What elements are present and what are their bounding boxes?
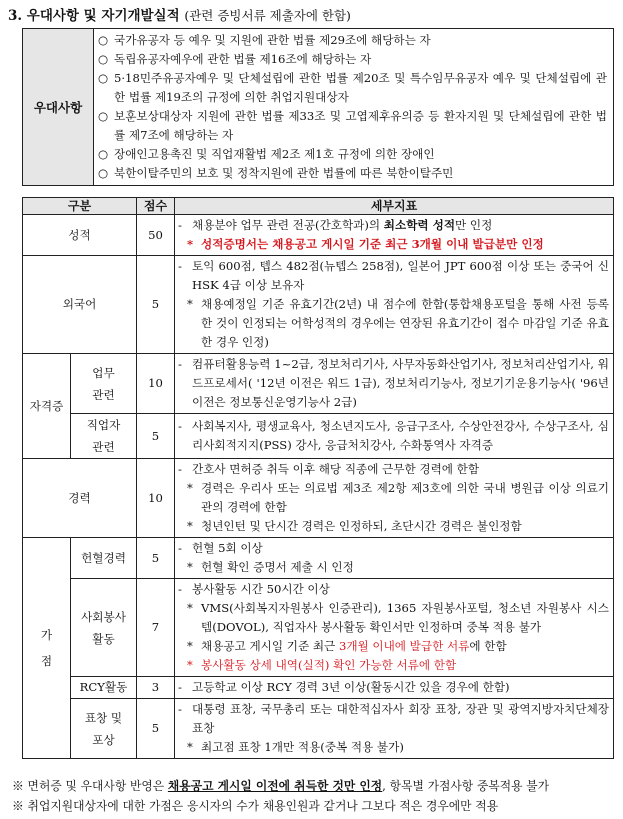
detail-line bbox=[178, 216, 609, 235]
preference-item-text: 국가유공자 등 예우 및 지원에 관한 법률 제29조에 해당하는 자 bbox=[114, 33, 431, 47]
detail-text: 대통령 표창, 국무총리 또는 대한적십자사 회장 표창, 장관 및 광역지방자치단체장 표창 bbox=[192, 702, 609, 735]
header-category: 구분 bbox=[23, 198, 137, 215]
score-table bbox=[22, 197, 614, 759]
dash-marker: - bbox=[178, 259, 182, 273]
preference-item-text: 장애인고용촉진 및 직업재활법 제2조 제1호 규정에 의한 장애인 bbox=[114, 147, 435, 161]
detail-line bbox=[178, 539, 609, 558]
footnotes bbox=[12, 776, 549, 816]
detail-cell bbox=[175, 538, 614, 579]
detail-text: 컴퓨터활용능력 1~2급, 정보처리기사, 사무자동화산업기사, 정보처리산업기사, 워드프로세서( '12년 이전은 워드 1급), 정보처리기능사, 정보기기운용기능사( '96년 이전은 정보통신운영기능사 2급) bbox=[192, 357, 609, 409]
header-score: 점수 bbox=[137, 198, 175, 215]
footnote-text: ※ 면허증 및 우대사항 반영은 bbox=[12, 779, 168, 793]
detail-text: 봉사활동 시간 50시간 이상 bbox=[192, 582, 330, 596]
score-cell: 5 bbox=[137, 414, 175, 459]
preference-item bbox=[98, 31, 607, 50]
dash-marker: - bbox=[178, 680, 182, 694]
detail-text: VMS(사회복지자원봉사 인증관리), 1365 자원봉사포털, 청소년 자원봉사 시스템(DOVOL), 직업자사 봉사활동 확인서만 인정하며 중복 적용 불가 bbox=[201, 601, 609, 634]
score-cell: 3 bbox=[137, 677, 175, 699]
footnote: ※ 취업지원대상자에 대한 가점은 응시자의 수가 채용인원과 같거나 그보다 적은 경우에만 적용 bbox=[12, 799, 499, 813]
circle-marker-icon: ○ bbox=[98, 166, 109, 180]
detail-cell bbox=[175, 215, 614, 256]
detail-cell bbox=[175, 699, 614, 759]
dash-marker: - bbox=[178, 582, 182, 596]
detail-line bbox=[178, 460, 609, 479]
asterisk-marker: * bbox=[187, 658, 193, 672]
detail-line bbox=[178, 678, 609, 697]
detail-text-red: 성적증명서는 채용공고 게시일 기준 최근 3개월 이내 발급분만 인정 bbox=[201, 237, 544, 251]
detail-text-part: 만 인정 bbox=[455, 218, 493, 232]
footnote bbox=[12, 776, 549, 796]
detail-cell bbox=[175, 677, 614, 699]
row-cert-work bbox=[23, 354, 614, 414]
score-cell: 10 bbox=[137, 459, 175, 538]
footnote-emphasis: 채용공고 게시일 이전에 취득한 것만 인정 bbox=[167, 779, 383, 793]
asterisk-marker: * bbox=[187, 481, 193, 495]
detail-text: 사회복지사, 평생교육사, 청소년지도사, 응급구조사, 수상안전강사, 수상구조사, 심리사회적지지(PSS) 강사, 응급처치강사, 수화통역사 자격증 bbox=[192, 419, 609, 452]
detail-text: 고등학교 이상 RCY 경력 3년 이상(활동시간 있을 경우에 한함) bbox=[192, 680, 510, 694]
category-cell: 업무 관련 bbox=[71, 354, 137, 414]
detail-text: 청년인턴 및 단시간 경력은 인정하되, 초단시간 경력은 불인정함 bbox=[201, 519, 522, 533]
asterisk-marker: * bbox=[187, 560, 193, 574]
preference-item bbox=[98, 145, 607, 164]
circle-marker-icon: ○ bbox=[98, 33, 109, 47]
preference-item bbox=[98, 69, 607, 107]
detail-cell bbox=[175, 459, 614, 538]
detail-line bbox=[178, 479, 609, 517]
detail-text-bold: 최소학력 성적 bbox=[383, 218, 456, 232]
row-bonus-blood bbox=[23, 538, 614, 579]
category-cell: 경력 bbox=[23, 459, 137, 538]
preference-item bbox=[98, 50, 607, 69]
asterisk-marker: * bbox=[187, 740, 193, 754]
score-cell: 5 bbox=[137, 538, 175, 579]
detail-text: 토익 600점, 텝스 482점(뉴텝스 258점), 일본어 JPT 600점 이상 또는 중국어 신HSK 4급 이상 보유자 bbox=[192, 259, 609, 292]
preference-table bbox=[22, 28, 614, 186]
category-cell: 사회봉사 활동 bbox=[71, 579, 137, 677]
row-career bbox=[23, 459, 614, 538]
detail-text bbox=[192, 216, 609, 235]
asterisk-marker: * bbox=[187, 601, 193, 615]
circle-marker-icon: ○ bbox=[98, 71, 109, 85]
category-cell: 성적 bbox=[23, 215, 137, 256]
detail-text bbox=[201, 637, 609, 656]
preference-label: 우대사항 bbox=[23, 29, 94, 186]
detail-text-part: 에 한함 bbox=[469, 639, 507, 653]
detail-text: 채용예정일 기준 유효기간(2년) 내 점수에 한함(통합채용포털을 통해 사전 등록한 것이 인정되는 어학성적의 경우에는 연장된 유효기간이 접수 마감일 기준 유효한 경우 인정) bbox=[201, 297, 609, 349]
dash-marker: - bbox=[178, 702, 182, 716]
detail-line bbox=[178, 295, 609, 352]
circle-marker-icon: ○ bbox=[98, 109, 109, 123]
section-title-note: (관련 증빙서류 제출자에 한함) bbox=[184, 8, 351, 23]
dash-marker: - bbox=[178, 357, 182, 371]
score-cell: 50 bbox=[137, 215, 175, 256]
row-bonus-volunteer bbox=[23, 579, 614, 677]
category-cell: 외국어 bbox=[23, 256, 137, 354]
asterisk-marker: * bbox=[187, 237, 194, 251]
detail-line bbox=[178, 738, 609, 757]
detail-cell bbox=[175, 579, 614, 677]
category-cell: 직업자 관련 bbox=[71, 414, 137, 459]
dash-marker: - bbox=[178, 541, 182, 555]
section-title bbox=[8, 4, 351, 24]
detail-cell bbox=[175, 256, 614, 354]
detail-text-red: 3개월 이내에 발급한 서류 bbox=[338, 639, 470, 653]
detail-line bbox=[178, 355, 609, 412]
detail-text: 경력은 우리사 또는 의료법 제3조 제2항 제3호에 의한 국내 병원급 이상 의료기관의 경력에 한함 bbox=[201, 481, 609, 514]
preference-item-text: 북한이탈주민의 보호 및 정착지원에 관한 법률에 따른 북한이탈주민 bbox=[114, 166, 454, 180]
detail-line bbox=[178, 637, 609, 656]
detail-line bbox=[178, 235, 609, 254]
category-cell: 표창 및 포상 bbox=[71, 699, 137, 759]
row-language bbox=[23, 256, 614, 354]
circle-marker-icon: ○ bbox=[98, 52, 109, 66]
detail-text: 헌혈 5회 이상 bbox=[192, 541, 263, 555]
preference-item-text: 보훈보상대상자 지원에 관한 법률 제33조 및 고엽제후유의증 등 환자지원 및 단체설립에 관한 법률 제7조에 해당하는 자 bbox=[114, 109, 607, 142]
header-detail: 세부지표 bbox=[175, 198, 614, 215]
circle-marker-icon: ○ bbox=[98, 147, 109, 161]
preference-item bbox=[98, 107, 607, 145]
detail-line bbox=[178, 558, 609, 577]
preference-item-text: 5·18민주유공자예우 및 단체설립에 관한 법률 제20조 및 특수임무유공자 예우 및 단체설립에 관한 법률 제19조의 규정에 의한 취업지원대상자 bbox=[114, 71, 607, 104]
detail-line bbox=[178, 656, 609, 675]
dash-marker: - bbox=[178, 419, 182, 433]
dash-marker: - bbox=[178, 218, 182, 232]
detail-line bbox=[178, 700, 609, 738]
detail-line bbox=[178, 517, 609, 536]
asterisk-marker: * bbox=[187, 519, 193, 533]
detail-text-part: 채용공고 게시일 기준 최근 bbox=[201, 639, 339, 653]
detail-line bbox=[178, 417, 609, 455]
score-cell: 7 bbox=[137, 579, 175, 677]
footnote-text: , 항목별 가점사항 중복적용 불가 bbox=[382, 779, 550, 793]
detail-cell bbox=[175, 354, 614, 414]
detail-text: 간호사 면허증 취득 이후 해당 직종에 근무한 경력에 한함 bbox=[192, 462, 480, 476]
dash-marker: - bbox=[178, 462, 182, 476]
table-header-row bbox=[23, 198, 614, 215]
row-bonus-award bbox=[23, 699, 614, 759]
preference-item bbox=[98, 164, 607, 183]
detail-line bbox=[178, 257, 609, 295]
detail-text-red: 봉사활동 상세 내역(실적) 확인 가능한 서류에 한함 bbox=[201, 658, 457, 672]
group-cell-bonus: 가 점 bbox=[23, 538, 71, 759]
asterisk-marker: * bbox=[187, 639, 193, 653]
category-cell: RCY활동 bbox=[71, 677, 137, 699]
detail-cell bbox=[175, 414, 614, 459]
detail-text: 헌혈 확인 증명서 제출 시 인정 bbox=[201, 560, 354, 574]
score-cell: 5 bbox=[137, 256, 175, 354]
row-grade bbox=[23, 215, 614, 256]
preference-list bbox=[94, 29, 614, 186]
detail-text-part: 채용분야 업무 관련 전공(간호학과)의 bbox=[192, 218, 384, 232]
category-cell: 헌혈경력 bbox=[71, 538, 137, 579]
asterisk-marker: * bbox=[187, 297, 193, 311]
row-bonus-rcy bbox=[23, 677, 614, 699]
detail-line bbox=[178, 599, 609, 637]
row-cert-job bbox=[23, 414, 614, 459]
score-cell: 5 bbox=[137, 699, 175, 759]
section-title-text: 3. 우대사항 및 자기개발실적 bbox=[8, 8, 180, 24]
score-cell: 10 bbox=[137, 354, 175, 414]
detail-line bbox=[178, 580, 609, 599]
group-cell-cert: 자격증 bbox=[23, 354, 71, 459]
detail-text: 최고점 표창 1개만 적용(중복 적용 불가) bbox=[201, 740, 404, 754]
preference-item-text: 독립유공자예우에 관한 법률 제16조에 해당하는 자 bbox=[114, 52, 372, 66]
